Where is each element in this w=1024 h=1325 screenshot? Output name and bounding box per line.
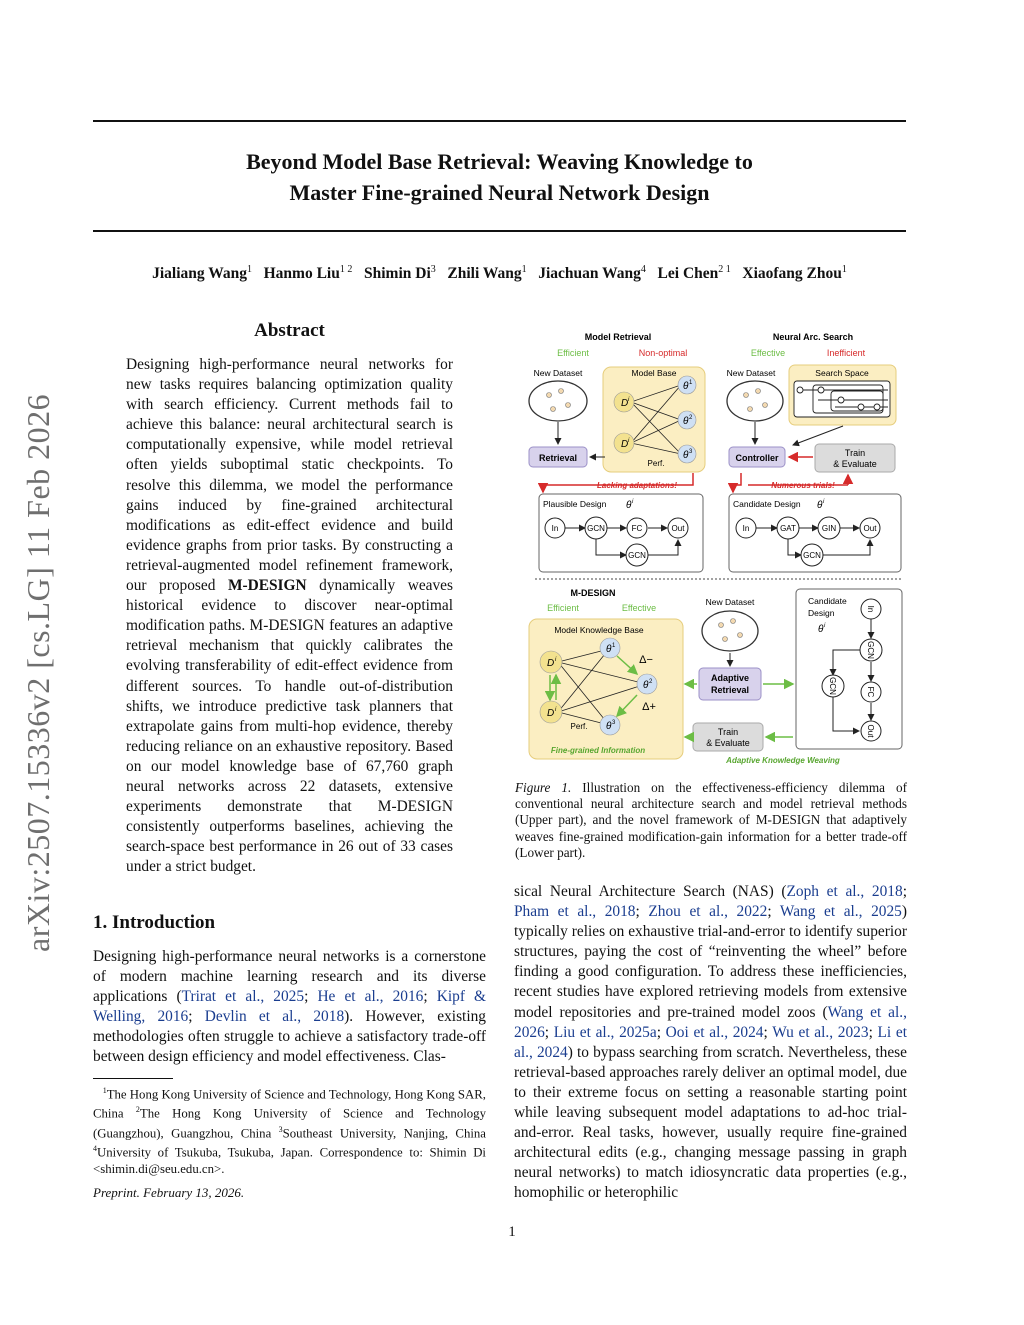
model-symbol: θ	[818, 624, 824, 635]
model-superscript: 2	[689, 415, 693, 421]
footnote-text: University of Tsukuba, Tsukuba, Japan. Correspondence to: Shimin Di <shimin.di@seu.edu.cn>.	[93, 1145, 486, 1176]
abstract-heading: Abstract	[254, 320, 325, 341]
node-label: Out	[671, 524, 685, 533]
evaluate-label: & Evaluate	[833, 459, 877, 469]
model-symbol: θ	[606, 721, 612, 732]
node-label: GCN	[828, 677, 837, 695]
citation-link[interactable]: Wang et al., 2025	[779, 903, 902, 921]
dataset-graph-icon	[727, 381, 783, 421]
node-label: GAT	[780, 524, 796, 533]
citation-link[interactable]: Pham et al., 2018	[514, 903, 636, 921]
citation-link[interactable]: Zoph et al., 2018	[786, 883, 903, 900]
new-dataset-label: New Dataset	[705, 597, 755, 607]
body-text: ) typically relies on exhaustive trial-and-error to identify superior structures, paying the cost of “reinventing the wheel” before finding a good configuration. To address these inefficiencies, recent studies have explored retrieving models from extensive model repositories and pre-trained model zoos (	[514, 903, 908, 1021]
author-name: Shimin Di	[363, 265, 431, 283]
abstract-text	[126, 355, 453, 877]
efficient-label: Efficient	[557, 348, 589, 358]
node-label: FC	[866, 686, 875, 698]
model-symbol: θ	[643, 680, 649, 691]
node-label: GCN	[628, 551, 646, 560]
model-symbol: θ	[683, 381, 689, 392]
retrieval-label: Retrieval	[538, 453, 578, 463]
inefficient-label: Inefficient	[826, 348, 866, 358]
body-text: ;	[656, 1023, 666, 1041]
author-affiliation: 1	[521, 264, 527, 275]
model-superscript: 3	[689, 449, 693, 455]
abstract-body: Designing high-performance neural networks for new tasks requires balancing optimization quality with search efficiency. Current methods fail to achieve this balance: neural architectural search is computationally expensive, while model retrieval often yields suboptimal static checkpoints. To resolve this dilemma, we model the performance gains induced by fine-grained architectural modifications as edit-effect evidence and build evidence graphs from prior tasks. By constructing a retrieval-augmented model refinement framework, our proposed	[126, 356, 453, 595]
model-symbol: θ	[606, 644, 612, 655]
citation-link[interactable]: Liu et al., 2025a	[553, 1023, 657, 1041]
body-text: sical Neural Architecture Search (NAS) (	[514, 883, 787, 900]
new-dataset-label: New Dataset	[533, 368, 583, 378]
model-superscript: i	[824, 623, 826, 629]
design-label: Design	[808, 608, 835, 618]
new-dataset-label: New Dataset	[726, 368, 776, 378]
author-name: Jiachuan Wang	[538, 265, 641, 283]
model-symbol: θ	[817, 500, 823, 511]
model-symbol: θ	[626, 500, 632, 511]
footnote-mark: 4	[93, 1144, 97, 1154]
author-affiliation: 1	[247, 264, 252, 275]
perf-label: Perf.	[647, 459, 665, 468]
train-label: Train	[717, 727, 739, 737]
method-name: M-DESIGN	[227, 577, 307, 595]
footnote-mark: 3	[278, 1124, 283, 1134]
caption-text: Illustration on the effectiveness-efficiency dilemma of conventional neural architecture search and model retrieval methods (Upper part), and the novel framework of M-DESIGN that adaptively weaves fine-grained modification-gain information for a better trade-off (Lower part).	[515, 780, 907, 860]
m-design-heading: M-DESIGN	[570, 588, 616, 598]
body-text: ;	[902, 883, 907, 900]
body-text: Designing high-performance neural networks is a cornerstone of modern machine learning research and its diverse applications (	[93, 948, 486, 1006]
retrieval-label: Retrieval	[710, 685, 750, 695]
author-affiliation: 1 2	[339, 264, 353, 275]
figure-1-diagram	[513, 325, 908, 777]
efficient-label: Efficient	[547, 603, 579, 613]
search-space-label: Search Space	[815, 368, 869, 378]
non-optimal-label: Non-optimal	[638, 348, 688, 358]
body-paragraph	[514, 882, 907, 1204]
dataset-superscript: i	[555, 707, 557, 713]
body-text: ;	[544, 1023, 554, 1041]
model-superscript: 2	[649, 679, 653, 685]
effective-label: Effective	[750, 348, 786, 358]
evaluate-label: & Evaluate	[706, 738, 750, 748]
footnote-text: The Hong Kong University of Science and Technology, Hong Kong SAR, China	[93, 1087, 486, 1121]
candidate-design-label: Candidate Design	[733, 499, 801, 509]
node-label: In	[742, 524, 750, 533]
plausible-design-label: Plausible Design	[543, 499, 607, 509]
node-label: Out	[866, 724, 875, 738]
model-kb-label: Model Knowledge Base	[554, 625, 644, 635]
preprint-date: Preprint. February 13, 2026.	[93, 1185, 245, 1200]
author-list	[93, 264, 906, 283]
footnote-mark: 2	[135, 1105, 140, 1115]
author-affiliation: 4	[640, 264, 646, 275]
author-name: Zhili Wang	[447, 265, 522, 283]
citation-link[interactable]: Ooi et al., 2024	[665, 1023, 764, 1041]
author-affiliation: 3	[430, 264, 436, 275]
title-bottom-rule	[93, 230, 906, 232]
body-text: ;	[767, 903, 780, 921]
node-label: GCN	[866, 641, 875, 659]
affiliation-footnote	[93, 1083, 486, 1177]
author-name: Jialiang Wang	[152, 265, 247, 283]
abstract-body: dynamically weaves historical evidence to discover near-optimal modification paths. M-DESIGN features an adaptive retrieval mechanism that quickly calibrates the evolving transferability of edit-effect evidence from different sources. To handle out-of-distribution shifts, we introduce predictive task planners that extrapolate gains from multi-hop evidence, thereby reducing reliance on an exhaustive repository. Based on our model knowledge base of 67,760 graph neural networks across 22 datasets, extensive experiments demonstrate that M-DESIGN consistently outperforms baselines, achieving the search-space best performance in 26 out of 33 cases under a strict budget.	[126, 577, 453, 876]
dataset-symbol: D	[547, 708, 555, 719]
citation-link[interactable]: Trirat et al., 2025	[181, 988, 305, 1006]
section-heading: 1. Introduction	[93, 912, 216, 933]
delta-minus-label: Δ−	[639, 654, 653, 666]
adaptive-label: Adaptive	[710, 673, 750, 683]
figure-label: Figure 1.	[515, 780, 572, 795]
node-label: FC	[631, 524, 643, 533]
delta-plus-label: Δ+	[642, 701, 656, 713]
body-text: ;	[868, 1023, 878, 1041]
nas-heading: Neural Arc. Search	[772, 332, 854, 342]
top-rule	[93, 120, 906, 122]
citation-link[interactable]: Kipf & Welling, 2016	[93, 988, 487, 1026]
footnote-text: Southeast University, Nanjing, China	[282, 1126, 486, 1141]
dataset-symbol: D	[547, 658, 555, 669]
dataset-graph-icon	[702, 611, 758, 651]
model-superscript: i	[632, 499, 634, 505]
citation-link[interactable]: Devlin et al., 2018	[204, 1008, 345, 1026]
lacking-adaptations-label: Lacking adaptations!	[596, 481, 678, 490]
effective-label: Effective	[621, 603, 657, 613]
model-superscript: 3	[612, 720, 616, 726]
model-base-label: Model Base	[631, 368, 677, 378]
controller-label: Controller	[735, 453, 779, 463]
paper-title	[93, 146, 906, 208]
body-text: ;	[188, 1008, 205, 1026]
perf-label: Perf.	[570, 722, 588, 731]
dataset-graph-icon	[529, 381, 587, 421]
numerous-trials-label: Numerous trials!	[771, 481, 835, 490]
citation-link[interactable]: Li et al., 2024	[514, 1023, 908, 1061]
arxiv-identifier: arXiv:2507.15336v2 [cs.LG] 11 Feb 2026	[20, 393, 56, 952]
citation-link[interactable]: Zhou et al., 2022	[648, 903, 768, 921]
train-label: Train	[844, 448, 866, 458]
dataset-superscript: i	[628, 438, 630, 444]
model-superscript: 1	[689, 380, 693, 386]
body-text: ;	[423, 988, 437, 1006]
page-number: 1	[508, 1224, 516, 1240]
author-name: Hanmo Liu	[263, 265, 340, 283]
search-space-graph-icon	[794, 381, 890, 417]
title-line-2: Master Fine-grained Neural Network Design	[289, 180, 710, 205]
body-text: ;	[304, 988, 318, 1006]
footnote-rule	[93, 1078, 173, 1079]
body-text: ;	[763, 1023, 773, 1041]
model-symbol: θ	[683, 416, 689, 427]
dataset-superscript: i	[555, 657, 557, 663]
footnote-mark: 1	[102, 1086, 107, 1095]
node-label: GCN	[803, 551, 821, 560]
intro-paragraph	[93, 947, 486, 1068]
red-feedback-arrow	[733, 473, 741, 492]
arrow	[793, 426, 843, 445]
body-text: ) to bypass searching from scratch. Nevertheless, these retrieval-based approaches rarely deliver an optimal model, due to their extreme focus on setting a reasonable starting point while leaving subsequent model adaptations to ad-hoc trial-and-error. Real tasks, however, usually require fine-grained architectural edits (e.g., changing message passing in graph neural networks) to match idiosyncratic data properties (e.g., homophilic or heterophilic	[514, 1043, 907, 1202]
citation-link[interactable]: He et al., 2016	[317, 988, 424, 1006]
fine-grained-info-label: Fine-grained Information	[550, 746, 646, 755]
footnote-text: The Hong Kong University of Science and Technology (Guangzhou), Guangzhou, China	[93, 1106, 486, 1141]
node-label: In	[551, 524, 559, 533]
dataset-symbol: D	[621, 398, 629, 409]
citation-link[interactable]: Wu et al., 2023	[772, 1023, 869, 1041]
figure-caption	[515, 780, 907, 861]
node-label: GCN	[587, 524, 605, 533]
author-name: Lei Chen	[657, 265, 719, 283]
author-affiliation: 2 1	[718, 264, 731, 275]
knowledge-weaving-label: Adaptive Knowledge Weaving	[726, 756, 840, 765]
model-symbol: θ	[683, 450, 689, 461]
title-line-1: Beyond Model Base Retrieval: Weaving Knowledge to	[246, 149, 753, 174]
citation-link[interactable]: Wang et al., 2026	[514, 1003, 907, 1041]
body-text: ). However, existing methodologies often struggle to achieve a satisfactory trade-off between design efficiency and model effectiveness. Clas-	[93, 1008, 487, 1066]
model-superscript: i	[823, 499, 825, 505]
body-text: ;	[635, 903, 649, 921]
node-label: In	[866, 605, 875, 613]
dataset-superscript: i	[628, 397, 630, 403]
model-retrieval-heading: Model Retrieval	[584, 332, 652, 342]
model-superscript: 1	[612, 643, 616, 649]
node-label: Out	[863, 524, 877, 533]
node-label: GIN	[821, 524, 837, 533]
author-affiliation: 1	[841, 264, 847, 275]
candidate-label: Candidate	[808, 596, 847, 606]
author-name: Xiaofang Zhou	[742, 265, 842, 283]
dataset-symbol: D	[621, 439, 629, 450]
